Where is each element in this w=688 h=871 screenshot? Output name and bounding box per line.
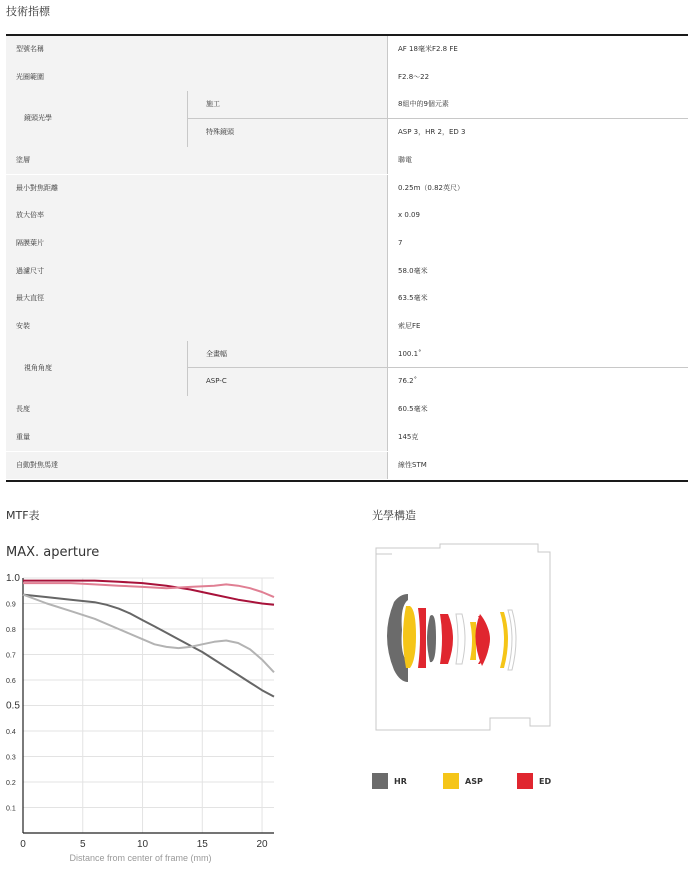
spec-label: 安裝: [6, 313, 388, 341]
ed-element-1: [418, 608, 426, 668]
y-tick-label: 0.1: [6, 805, 16, 813]
y-tick-label: 0.2: [6, 780, 16, 787]
series-line-1: [23, 583, 274, 597]
asp-element-3: [500, 612, 508, 668]
spec-row: [6, 202, 688, 230]
spec-label: 視角角度: [6, 341, 188, 396]
x-tick-label: 10: [136, 839, 149, 850]
y-tick-label: 1.0: [6, 573, 20, 584]
legend-label-ed: ED: [539, 777, 552, 786]
spec-value: 8組中的9個元素: [388, 91, 688, 119]
spec-value: ASP 3，HR 2，ED 3: [388, 119, 688, 147]
spec-row: [6, 36, 688, 64]
legend-swatch-asp: [443, 773, 459, 789]
y-tick-label: 0.8: [6, 627, 16, 634]
spec-value: 聯電: [388, 147, 688, 175]
clear-element-2: [508, 610, 516, 670]
spec-row: [6, 313, 688, 341]
ed-element-2: [440, 614, 453, 664]
spec-row: [6, 341, 688, 396]
page-title: 技術指標: [6, 5, 50, 18]
spec-row: [6, 230, 688, 258]
x-tick-label: 5: [79, 839, 86, 850]
spec-label: 長度: [6, 396, 388, 424]
spec-row: [6, 91, 688, 146]
spec-value: 索尼FE: [388, 313, 688, 341]
spec-label: 光圈範圍: [6, 64, 388, 92]
spec-sub-label: 全畫幅: [188, 341, 388, 369]
spec-label: 放大倍率: [6, 202, 388, 230]
legend-swatch-ed: [517, 773, 533, 789]
spec-label: 最大直徑: [6, 285, 388, 313]
spec-row: [6, 64, 688, 92]
spec-sub-label: 特殊鏡頭: [188, 119, 388, 147]
spec-label: 自動對焦馬達: [6, 452, 388, 480]
mtf-chart: [0, 565, 300, 865]
asp-element-1: [403, 606, 416, 668]
spec-value: 145克: [388, 424, 688, 452]
spec-label: 型號名稱: [6, 36, 388, 64]
spec-row: [6, 175, 688, 203]
legend-label-hr: HR: [394, 777, 407, 786]
legend-label-asp: ASP: [465, 777, 483, 786]
spec-value: 76.2˚: [388, 368, 688, 396]
spec-sub-label: ASP-C: [188, 368, 388, 396]
optics-section-title: 光學構造: [372, 509, 416, 522]
mtf-section-title: MTF表: [6, 509, 40, 522]
spec-label: 重量: [6, 424, 388, 452]
spec-sub-label: 施工: [188, 91, 388, 119]
spec-row: [6, 396, 688, 424]
spec-value: 58.0毫米: [388, 258, 688, 286]
y-tick-label: 0.5: [6, 700, 20, 712]
y-tick-label: 0.3: [6, 754, 16, 762]
hr-element-2: [427, 615, 436, 662]
spec-label: 塗層: [6, 147, 388, 175]
spec-label: 隔膜葉片: [6, 230, 388, 258]
lens-housing-outline: [376, 544, 550, 730]
asp-element-2: [470, 622, 476, 660]
spec-value: 60.5毫米: [388, 396, 688, 424]
spec-label: 最小對焦距離: [6, 175, 388, 203]
mtf-chart-title: MAX. aperture: [6, 545, 100, 560]
x-axis-label: Distance from center of frame (mm): [69, 853, 212, 863]
spec-value: 63.5毫米: [388, 285, 688, 313]
spec-row: [6, 452, 688, 480]
spec-label: 過濾尺寸: [6, 258, 388, 286]
spec-value: 100.1˚: [388, 341, 688, 369]
spec-value: 0.25m（0.82英尺）: [388, 175, 688, 203]
y-tick-label: 0.4: [6, 729, 16, 736]
spec-value: 7: [388, 230, 688, 258]
table-bottom-rule: [6, 480, 688, 482]
spec-value: 線性STM: [388, 452, 688, 480]
x-tick-label: 15: [196, 839, 208, 850]
spec-row: [6, 147, 688, 175]
y-tick-label: 0.9: [6, 601, 16, 609]
spec-value: x 0.09: [388, 202, 688, 230]
legend-swatch-hr: [372, 773, 388, 789]
spec-row: [6, 424, 688, 452]
x-tick-label: 20: [256, 839, 268, 850]
x-tick-label: 0: [20, 839, 26, 850]
spec-label: 鏡頭光學: [6, 91, 188, 146]
spec-value: F2.8～22: [388, 64, 688, 92]
spec-row: [6, 258, 688, 286]
series-line-3: [23, 595, 274, 673]
spec-row: [6, 285, 688, 313]
y-tick-label: 0.6: [6, 678, 16, 685]
spec-value: AF 18毫米F2.8 FE: [388, 36, 688, 64]
series-line-2: [23, 595, 274, 697]
clear-element-1: [456, 614, 465, 664]
series-line-0: [23, 581, 274, 605]
lens-diagram: [370, 540, 560, 740]
y-tick-label: 0.7: [6, 652, 16, 660]
